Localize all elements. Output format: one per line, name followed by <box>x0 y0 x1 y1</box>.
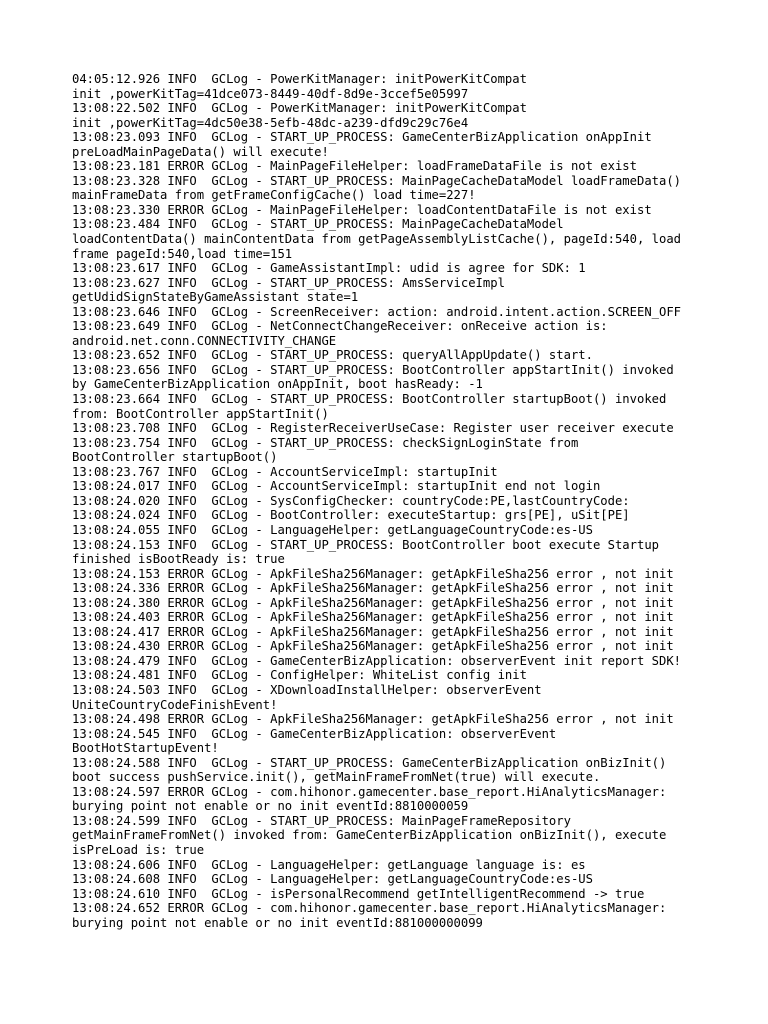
log-line: 13:08:24.545 INFO GCLog - GameCenterBizApplication: observerEvent <box>72 726 557 741</box>
log-line: 13:08:24.652 ERROR GCLog - com.hihonor.gamecenter.base_report.HiAnalyticsManager: <box>72 901 667 916</box>
log-line: 13:08:23.649 INFO GCLog - NetConnectChangeReceiver: onReceive action is: <box>72 319 608 334</box>
log-line: 13:08:24.610 INFO GCLog - isPersonalRecommend getIntelligentRecommend -> true <box>72 886 645 901</box>
log-line: 13:08:24.024 INFO GCLog - BootController: executeStartup: grs[PE], uSit[PE] <box>72 508 630 523</box>
log-line: init ,powerKitTag=41dce073-8449-40df-8d9e-3ccef5e05997 <box>72 86 469 101</box>
log-line: BootHotStartupEvent! <box>72 741 219 756</box>
log-line: 13:08:23.181 ERROR GCLog - MainPageFileHelper: loadFrameDataFile is not exist <box>72 159 637 174</box>
log-line: 13:08:23.664 INFO GCLog - START_UP_PROCESS: BootController startupBoot() invoked <box>72 392 667 407</box>
log-line: from: BootController appStartInit() <box>72 406 329 421</box>
log-line: 13:08:24.336 ERROR GCLog - ApkFileSha256Manager: getApkFileSha256 error , not init <box>72 581 674 596</box>
log-line: 13:08:24.430 ERROR GCLog - ApkFileSha256Manager: getApkFileSha256 error , not init <box>72 639 674 654</box>
log-line: UniteCountryCodeFinishEvent! <box>72 697 278 712</box>
log-line: 13:08:24.403 ERROR GCLog - ApkFileSha256Manager: getApkFileSha256 error , not init <box>72 610 674 625</box>
log-line: 13:08:23.484 INFO GCLog - START_UP_PROCESS: MainPageCacheDataModel <box>72 217 564 232</box>
log-line: 13:08:24.380 ERROR GCLog - ApkFileSha256Manager: getApkFileSha256 error , not init <box>72 595 674 610</box>
log-line: 13:08:23.617 INFO GCLog - GameAssistantImpl: udid is agree for SDK: 1 <box>72 261 586 276</box>
log-line: 13:08:24.503 INFO GCLog - XDownloadInstallHelper: observerEvent <box>72 682 542 697</box>
log-line: by GameCenterBizApplication onAppInit, boot hasReady: -1 <box>72 377 483 392</box>
log-line: 13:08:24.153 ERROR GCLog - ApkFileSha256Manager: getApkFileSha256 error , not init <box>72 566 674 581</box>
log-line: android.net.conn.CONNECTIVITY_CHANGE <box>72 333 337 348</box>
log-line: 13:08:23.093 INFO GCLog - START_UP_PROCESS: GameCenterBizApplication onAppInit <box>72 130 652 145</box>
log-line: 13:08:23.646 INFO GCLog - ScreenReceiver: action: android.intent.action.SCREEN_OFF <box>72 304 682 319</box>
log-line: preLoadMainPageData() will execute! <box>72 144 329 159</box>
log-line: 13:08:23.767 INFO GCLog - AccountServiceImpl: startupInit <box>72 464 498 479</box>
log-line: 13:08:24.417 ERROR GCLog - ApkFileSha256Manager: getApkFileSha256 error , not init <box>72 624 674 639</box>
log-line: 13:08:24.481 INFO GCLog - ConfigHelper: WhiteList config init <box>72 668 527 683</box>
log-line: getMainFrameFromNet() invoked from: GameCenterBizApplication onBizInit(), execute <box>72 828 667 843</box>
log-line: 13:08:23.330 ERROR GCLog - MainPageFileHelper: loadContentDataFile is not exist <box>72 202 652 217</box>
log-line: init ,powerKitTag=4dc50e38-5efb-48dc-a239-dfd9c29c76e4 <box>72 115 469 130</box>
log-line: 13:08:24.608 INFO GCLog - LanguageHelper: getLanguageCountryCode:es-US <box>72 872 593 887</box>
log-line: 13:08:24.153 INFO GCLog - START_UP_PROCESS: BootController boot execute Startup <box>72 537 659 552</box>
log-line: 13:08:22.502 INFO GCLog - PowerKitManager: initPowerKitCompat <box>72 101 527 116</box>
log-line: 13:08:23.754 INFO GCLog - START_UP_PROCESS: checkSignLoginState from <box>72 435 579 450</box>
log-line: loadContentData() mainContentData from getPageAssemblyListCache(), pageId:540, load <box>72 232 682 247</box>
log-line: 13:08:23.652 INFO GCLog - START_UP_PROCESS: queryAllAppUpdate() start. <box>72 348 593 363</box>
log-line: 13:08:24.020 INFO GCLog - SysConfigChecker: countryCode:PE,lastCountryCode: <box>72 493 630 508</box>
log-line: BootController startupBoot() <box>72 450 278 465</box>
log-line: 13:08:24.599 INFO GCLog - START_UP_PROCESS: MainPageFrameRepository <box>72 813 571 828</box>
log-line: finished isBootReady is: true <box>72 552 285 567</box>
log-line: burying point not enable or no init eventId:8810000059 <box>72 799 469 814</box>
log-line: boot success pushService.init(), getMainFrameFromNet(true) will execute. <box>72 770 601 785</box>
log-text-block <box>72 72 712 930</box>
log-line: burying point not enable or no init eventId:881000000099 <box>72 915 483 930</box>
log-line: 13:08:24.498 ERROR GCLog - ApkFileSha256Manager: getApkFileSha256 error , not init <box>72 712 674 727</box>
log-line: 13:08:23.708 INFO GCLog - RegisterReceiverUseCase: Register user receiver execute <box>72 421 674 436</box>
log-line: 04:05:12.926 INFO GCLog - PowerKitManager: initPowerKitCompat <box>72 72 527 86</box>
log-line: mainFrameData from getFrameConfigCache() load time=227! <box>72 188 476 203</box>
log-line: 13:08:24.479 INFO GCLog - GameCenterBizApplication: observerEvent init report SDK! <box>72 653 682 668</box>
log-line: 13:08:24.055 INFO GCLog - LanguageHelper: getLanguageCountryCode:es-US <box>72 522 593 537</box>
log-line: 13:08:23.656 INFO GCLog - START_UP_PROCESS: BootController appStartInit() invoked <box>72 362 674 377</box>
log-line: frame pageId:540,load time=151 <box>72 246 293 261</box>
log-line: getUdidSignStateByGameAssistant state=1 <box>72 290 359 305</box>
log-line: isPreLoad is: true <box>72 842 205 857</box>
log-line: 13:08:24.597 ERROR GCLog - com.hihonor.gamecenter.base_report.HiAnalyticsManager: <box>72 784 667 799</box>
log-line: 13:08:23.328 INFO GCLog - START_UP_PROCESS: MainPageCacheDataModel loadFrameData() <box>72 173 682 188</box>
log-line: 13:08:23.627 INFO GCLog - START_UP_PROCESS: AmsServiceImpl <box>72 275 505 290</box>
log-line: 13:08:24.588 INFO GCLog - START_UP_PROCESS: GameCenterBizApplication onBizInit() <box>72 755 667 770</box>
log-line: 13:08:24.017 INFO GCLog - AccountServiceImpl: startupInit end not login <box>72 479 601 494</box>
log-line: 13:08:24.606 INFO GCLog - LanguageHelper: getLanguage language is: es <box>72 857 586 872</box>
